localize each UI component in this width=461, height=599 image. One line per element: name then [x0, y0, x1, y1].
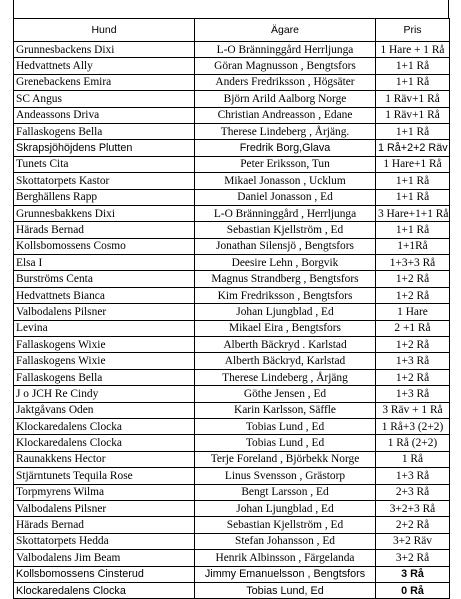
table-row — [14, 451, 450, 467]
dog-name-cell: Kollsbomossens Cinsterud — [14, 566, 195, 582]
dog-name-cell: Elsa I — [14, 255, 195, 271]
owner-cell: Karin Karlsson, Säffle — [195, 402, 376, 418]
table-row — [14, 238, 450, 254]
table-row — [14, 369, 450, 385]
owner-cell: Bengt Larsson , Ed — [195, 484, 376, 500]
owner-cell: Johan Ljungblad , Ed — [195, 304, 376, 320]
owner-cell: Mikael Jonasson , Ucklum — [195, 173, 376, 189]
table-row — [14, 156, 450, 172]
table-row — [14, 533, 450, 549]
table-row — [14, 418, 450, 434]
owner-cell: Alberth Bäckryd, Karlstad — [195, 353, 376, 369]
table-row — [14, 566, 450, 582]
owner-cell: Deesire Lehn , Borgvik — [195, 255, 376, 271]
owner-cell: Fredrik Borg,Glava — [195, 140, 376, 156]
prize-cell: 3 Rå — [376, 566, 450, 582]
table-row — [14, 287, 450, 303]
owner-cell: Sebastian Kjellström , Ed — [195, 222, 376, 238]
table-row — [14, 500, 450, 516]
prize-cell: 1+2 Rå — [376, 271, 450, 287]
table-row — [14, 550, 450, 566]
owner-cell: Tobias Lund, Ed — [195, 582, 376, 598]
owner-cell: Jimmy Emanuelsson , Bengtsfors — [195, 566, 376, 582]
table-row — [14, 435, 450, 451]
prize-cell: 2+2 Rå — [376, 517, 450, 533]
table-row — [14, 222, 450, 238]
dog-name-cell: Jaktgåvans Oden — [14, 402, 195, 418]
owner-cell: Mikael Eira , Bengtsfors — [195, 320, 376, 336]
owner-cell: Anders Fredriksson , Högsäter — [195, 74, 376, 90]
prize-cell: 2 +1 Rå — [376, 320, 450, 336]
table-row — [14, 517, 450, 533]
owner-cell: Sebastian Kjellström , Ed — [195, 517, 376, 533]
dog-name-cell: Fallaskogens Bella — [14, 369, 195, 385]
owner-cell: L-O Bränninggård , Herrljunga — [195, 205, 376, 221]
owner-cell: Peter Eriksson, Tun — [195, 156, 376, 172]
dog-name-cell: Skottatorpets Kastor — [14, 173, 195, 189]
dog-name-cell: Stjärntunets Tequila Rose — [14, 468, 195, 484]
table-row — [14, 189, 450, 205]
owner-cell: Stefan Johansson , Ed — [195, 533, 376, 549]
owner-cell: Kim Fredriksson , Bengtsfors — [195, 287, 376, 303]
prize-cell: 1 Hare+1 Rå — [376, 156, 450, 172]
owner-cell: Therese Lindeberg , Årjäng. — [195, 123, 376, 139]
table-top-border — [13, 0, 449, 18]
owner-cell: Daniel Jonasson , Ed — [195, 189, 376, 205]
dog-name-cell: Burströms Centa — [14, 271, 195, 287]
table-row — [14, 107, 450, 123]
owner-cell: Tobias Lund , Ed — [195, 435, 376, 451]
prize-cell: 1+1 Rå — [376, 123, 450, 139]
table-body — [14, 42, 450, 599]
dog-name-cell: Kollsbomossens Cosmo — [14, 238, 195, 254]
prize-cell: 1+1 Rå — [376, 189, 450, 205]
owner-cell: Björn Arild Aalborg Norge — [195, 91, 376, 107]
table-row — [14, 173, 450, 189]
owner-cell: Alberth Bäckryd . Karlstad — [195, 337, 376, 353]
owner-cell: Linus Svensson , Grästorp — [195, 468, 376, 484]
table-row — [14, 582, 450, 598]
table-row — [14, 402, 450, 418]
table-row — [14, 58, 450, 74]
table-row — [14, 255, 450, 271]
prize-cell: 1+3 Rå — [376, 386, 450, 402]
owner-cell: Terje Foreland , Björbekk Norge — [195, 451, 376, 467]
owner-cell: Göran Magnusson , Bengtsfors — [195, 58, 376, 74]
dog-name-cell: Fallaskogens Bella — [14, 123, 195, 139]
prize-cell: 1+1 Rå — [376, 74, 450, 90]
prize-cell: 1 Hare — [376, 304, 450, 320]
table-row — [14, 320, 450, 336]
prize-cell: 1 Räv+1 Rå — [376, 107, 450, 123]
dog-name-cell: Härads Bernad — [14, 222, 195, 238]
dog-name-cell: Valbodalens Jim Beam — [14, 550, 195, 566]
prize-cell: 1+1 Rå — [376, 222, 450, 238]
dog-name-cell: Fallaskogens Wixie — [14, 337, 195, 353]
prize-cell: 1+1 Rå — [376, 173, 450, 189]
prize-cell: 1 Rå — [376, 451, 450, 467]
table-row — [14, 337, 450, 353]
prize-cell: 1 Rå+3 (2+2) — [376, 418, 450, 434]
prize-cell: 1 Hare + 1 Rå — [376, 42, 450, 58]
prize-cell: 1+1Rå — [376, 238, 450, 254]
owner-cell: Christian Andreasson , Edane — [195, 107, 376, 123]
dog-name-cell: Härads Bernad — [14, 517, 195, 533]
dog-name-cell: Skottatorpets Hedda — [14, 533, 195, 549]
table-row — [14, 74, 450, 90]
table-row — [14, 304, 450, 320]
prize-cell: 1+2 Rå — [376, 369, 450, 385]
owner-cell: Magnus Strandberg , Bengtsfors — [195, 271, 376, 287]
header-row — [14, 19, 450, 42]
owner-cell: Jonathan Silensjö , Bengtsfors — [195, 238, 376, 254]
table-row — [14, 468, 450, 484]
dog-name-cell: Klockaredalens Clocka — [14, 435, 195, 451]
owner-cell: Göthe Jensen , Ed — [195, 386, 376, 402]
table-row — [14, 42, 450, 58]
dog-name-cell: Levina — [14, 320, 195, 336]
prize-cell: 1+2 Rå — [376, 287, 450, 303]
owner-cell: Johan Ljungblad , Ed — [195, 500, 376, 516]
prize-cell: 3 Hare+1+1 Rå — [376, 205, 450, 221]
prize-cell: 1+3 Rå — [376, 468, 450, 484]
dog-name-cell: Grunnesbackens Dixi — [14, 42, 195, 58]
dog-name-cell: Hedvattnets Ally — [14, 58, 195, 74]
table-row — [14, 386, 450, 402]
dog-name-cell: Tunets Cita — [14, 156, 195, 172]
prize-cell: 2+3 Rå — [376, 484, 450, 500]
dog-name-cell: Andeassons Driva — [14, 107, 195, 123]
dog-name-cell: J o JCH Re Cindy — [14, 386, 195, 402]
column-header-prize: Pris — [376, 19, 450, 42]
dog-name-cell: SC Angus — [14, 91, 195, 107]
owner-cell: Henrik Albinsson , Färgelanda — [195, 550, 376, 566]
prize-cell: 1+3+3 Rå — [376, 255, 450, 271]
dog-name-cell: Klockaredalens Clocka — [14, 582, 195, 598]
prize-cell: 3 Räv + 1 Rå — [376, 402, 450, 418]
prize-cell: 1+1 Rå — [376, 58, 450, 74]
prize-cell: 1 Rå+2+2 Räv — [376, 140, 450, 156]
dog-name-cell: Grunnesbakkens Dixi — [14, 205, 195, 221]
owner-cell: Therese Lindeberg , Årjäng — [195, 369, 376, 385]
dog-name-cell: Torpmyrens Wilma — [14, 484, 195, 500]
prize-cell: 3+2 Räv — [376, 533, 450, 549]
column-header-dog: Hund — [14, 19, 195, 42]
owner-cell: Tobias Lund , Ed — [195, 418, 376, 434]
table-row — [14, 91, 450, 107]
prize-cell: 3+2 Rå — [376, 550, 450, 566]
dog-name-cell: Berghällens Rapp — [14, 189, 195, 205]
prize-cell: 1 Räv+1 Rå — [376, 91, 450, 107]
table-row — [14, 271, 450, 287]
prize-cell: 1 Rå (2+2) — [376, 435, 450, 451]
table-row — [14, 353, 450, 369]
dog-name-cell: Fallaskogens Wixie — [14, 353, 195, 369]
dog-name-cell: Klockaredalens Clocka — [14, 418, 195, 434]
owner-cell: L-O Bränninggård Herrljunga — [195, 42, 376, 58]
table-row — [14, 123, 450, 139]
dog-name-cell: Raunakkens Hector — [14, 451, 195, 467]
table-row — [14, 140, 450, 156]
prize-cell: 1+2 Rå — [376, 337, 450, 353]
column-header-owner: Ägare — [195, 19, 376, 42]
dog-name-cell: Skrapsjöhöjdens Plutten — [14, 140, 195, 156]
prize-cell: 1+3 Rå — [376, 353, 450, 369]
table-row — [14, 205, 450, 221]
table-row — [14, 484, 450, 500]
dog-name-cell: Hedvattnets Bianca — [14, 287, 195, 303]
dog-name-cell: Valbodalens Pilsner — [14, 500, 195, 516]
dog-name-cell: Grenebackens Emira — [14, 74, 195, 90]
prize-cell: 3+2+3 Rå — [376, 500, 450, 516]
prize-cell: 0 Rå — [376, 582, 450, 598]
results-table — [13, 18, 450, 599]
dog-name-cell: Valbodalens Pilsner — [14, 304, 195, 320]
